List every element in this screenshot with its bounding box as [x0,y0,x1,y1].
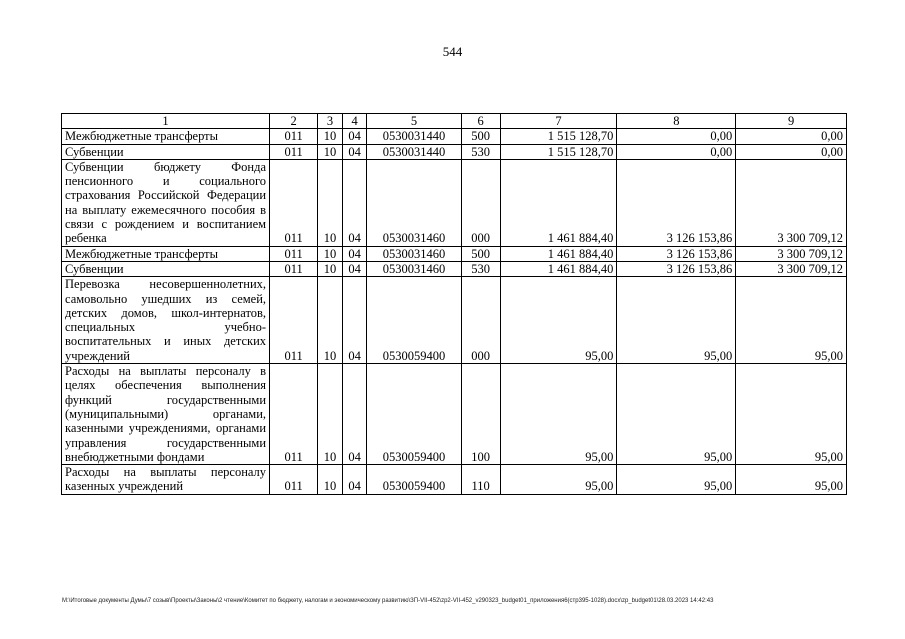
amount-cell: 3 300 709,12 [736,159,847,246]
ministry-code-cell: 011 [270,246,318,261]
document-path-footer: M:\Итоговые документы Думы\7 созыв\Проекты\Законы\2 чтение\Комитет по бюджету, налогам и экономическому развитию\ЗП-VII-452\zp2-VII-452_v290323_budget01_приложения6(стр395-1028).docx\zp_budget01\28.03.2023 14:42:43 [62,598,714,604]
table-row [62,129,847,144]
column-header: 3 [318,114,343,129]
table-row [62,465,847,495]
ministry-code-cell: 011 [270,465,318,495]
amount-cell: 3 300 709,12 [736,261,847,276]
ministry-code-cell: 011 [270,159,318,246]
amount-cell: 1 515 128,70 [500,129,617,144]
amount-cell: 95,00 [617,364,736,465]
column-header: 1 [62,114,270,129]
amount-cell: 95,00 [736,465,847,495]
column-header: 2 [270,114,318,129]
subsection-cell: 04 [342,144,367,159]
amount-cell: 0,00 [617,144,736,159]
ministry-code-cell: 011 [270,129,318,144]
table-row [62,277,847,364]
row-name-cell: Расходы на выплаты персоналу в целях обеспечения выполнения функций государственными (муниципальными) органами, казенными учреждениями, органами управления государственными внебюджетными фондами [62,364,270,465]
row-name-cell: Расходы на выплаты персоналу казенных учреждений [62,465,270,495]
amount-cell: 3 126 153,86 [617,159,736,246]
section-cell: 10 [318,261,343,276]
expense-type-cell: 500 [461,246,500,261]
expense-type-cell: 110 [461,465,500,495]
section-cell: 10 [318,465,343,495]
amount-cell: 1 461 884,40 [500,246,617,261]
amount-cell: 95,00 [500,465,617,495]
subsection-cell: 04 [342,261,367,276]
budget-table [61,113,847,495]
amount-cell: 95,00 [736,277,847,364]
column-header: 6 [461,114,500,129]
amount-cell: 0,00 [736,129,847,144]
table-row [62,261,847,276]
ministry-code-cell: 011 [270,261,318,276]
section-cell: 10 [318,246,343,261]
subsection-cell: 04 [342,465,367,495]
amount-cell: 95,00 [500,364,617,465]
table-row [62,159,847,246]
expense-type-cell: 100 [461,364,500,465]
column-header: 8 [617,114,736,129]
row-name-cell: Межбюджетные трансферты [62,129,270,144]
target-article-cell: 0530031460 [367,261,461,276]
section-cell: 10 [318,159,343,246]
target-article-cell: 0530031440 [367,144,461,159]
expense-type-cell: 000 [461,159,500,246]
amount-cell: 0,00 [736,144,847,159]
expense-type-cell: 500 [461,129,500,144]
subsection-cell: 04 [342,246,367,261]
amount-cell: 3 126 153,86 [617,261,736,276]
subsection-cell: 04 [342,159,367,246]
amount-cell: 1 461 884,40 [500,261,617,276]
expense-type-cell: 530 [461,261,500,276]
amount-cell: 3 126 153,86 [617,246,736,261]
amount-cell: 95,00 [617,277,736,364]
column-header: 9 [736,114,847,129]
amount-cell: 95,00 [736,364,847,465]
table-row [62,246,847,261]
row-name-cell: Перевозка несовершеннолетних, самовольно ушедших из семей, детских домов, школ-интернатов, специальных учебно-воспитательных и иных детских учреждений [62,277,270,364]
expense-type-cell: 530 [461,144,500,159]
column-header: 4 [342,114,367,129]
row-name-cell: Субвенции бюджету Фонда пенсионного и социального страхования Российской Федерации на выплату ежемесячного пособия в связи с рождением и воспитанием ребенка [62,159,270,246]
subsection-cell: 04 [342,129,367,144]
subsection-cell: 04 [342,364,367,465]
target-article-cell: 0530059400 [367,465,461,495]
column-header: 5 [367,114,461,129]
amount-cell: 3 300 709,12 [736,246,847,261]
column-header: 7 [500,114,617,129]
section-cell: 10 [318,129,343,144]
row-name-cell: Субвенции [62,261,270,276]
page-number: 544 [442,44,463,59]
section-cell: 10 [318,364,343,465]
target-article-cell: 0530059400 [367,364,461,465]
amount-cell: 1 461 884,40 [500,159,617,246]
ministry-code-cell: 011 [270,144,318,159]
target-article-cell: 0530031440 [367,129,461,144]
table-row [62,144,847,159]
expense-type-cell: 000 [461,277,500,364]
target-article-cell: 0530031460 [367,159,461,246]
row-name-cell: Субвенции [62,144,270,159]
ministry-code-cell: 011 [270,277,318,364]
section-cell: 10 [318,277,343,364]
table-row [62,364,847,465]
amount-cell: 0,00 [617,129,736,144]
target-article-cell: 0530059400 [367,277,461,364]
row-name-cell: Межбюджетные трансферты [62,246,270,261]
amount-cell: 95,00 [500,277,617,364]
amount-cell: 95,00 [617,465,736,495]
target-article-cell: 0530031460 [367,246,461,261]
ministry-code-cell: 011 [270,364,318,465]
subsection-cell: 04 [342,277,367,364]
table-header-row [62,114,847,129]
amount-cell: 1 515 128,70 [500,144,617,159]
section-cell: 10 [318,144,343,159]
